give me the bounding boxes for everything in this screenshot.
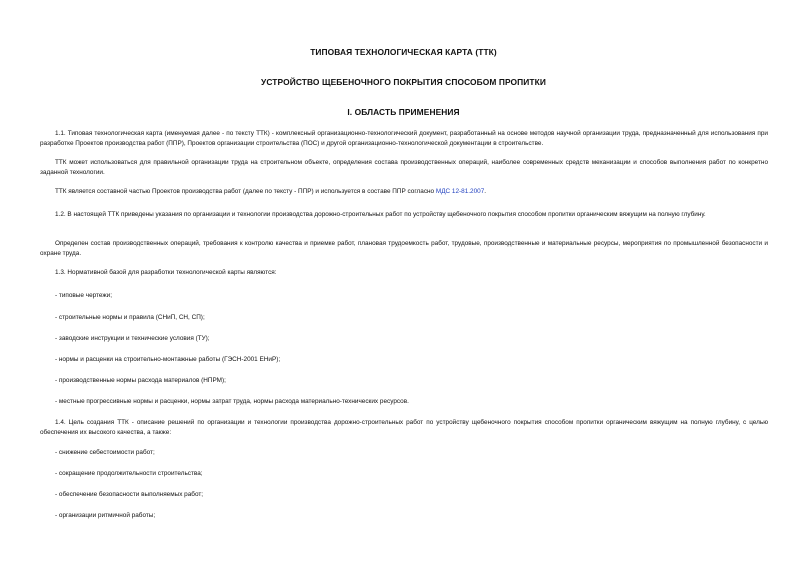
paragraph-1-1: 1.1. Типовая технологическая карта (именуемая далее - по тексту ТТК) - комплексный организационно-технологический документ, разработанный на основе методов научной организации труда, предназначенный для использования при разработке Проектов производства работ (ППР), Проектов организации строительства (ПОС) и другой организационно-технологической документации в строительстве.: [40, 130, 768, 147]
list-item: - заводские инструкции и технические условия (ТУ);: [55, 335, 210, 342]
list-item: - снижение себестоимости работ;: [55, 449, 155, 456]
document-subtitle: УСТРОЙСТВО ЩЕБЕНОЧНОГО ПОКРЫТИЯ СПОСОБОМ ПРОПИТКИ: [261, 77, 546, 87]
list-item: - типовые чертежи;: [55, 292, 112, 299]
paragraph-1-3: 1.3. Нормативной базой для разработки технологической карты являются:: [55, 269, 277, 276]
list-item: - сокращение продолжительности строительства;: [55, 470, 203, 477]
mds-link[interactable]: МДС 12-81.2007: [435, 188, 485, 195]
list-item: - организации ритмичной работы;: [55, 512, 156, 519]
paragraph-ttk-usage: ТТК может использоваться для правильной организации труда на строительном объекте, определения состава производственных операций, наиболее современных средств механизации и способов выполнения работ по конкретно заданной технологии.: [40, 159, 768, 176]
section-heading: I. ОБЛАСТЬ ПРИМЕНЕНИЯ: [347, 107, 460, 117]
list-item: - местные прогрессивные нормы и расценки, нормы затрат труда, нормы расхода материально-технических ресурсов.: [55, 398, 409, 405]
paragraph-ttk-part: [40, 187, 768, 197]
document-title: ТИПОВАЯ ТЕХНОЛОГИЧЕСКАЯ КАРТА (ТТК): [310, 47, 497, 57]
paragraph-1-2: 1.2. В настоящей ТТК приведены указания по организации и технологии производства дорожно-строительных работ по устройству щебеночного покрытия способом пропитки органическим вяжущим на полную глубину.: [55, 211, 706, 218]
paragraph-1-4: 1.4. Цель создания ТТК - описание решений по организации и технологии производства дорожно-строительных работ по устройству щебеночного покрытия способом пропитки органическим вяжущим на полную глубину, с целью обеспечения их высокого качества, а также:: [40, 419, 768, 436]
paragraph-composition: Определен состав производственных операций, требования к контролю качества и приемке работ, плановая трудоемкость работ, трудовые, производственные и материальные ресурсы, мероприятия по промышленной безопасности и охране труда.: [40, 240, 768, 257]
list-item: - нормы и расценки на строительно-монтажные работы (ГЭСН-2001 ЕНиР);: [55, 356, 281, 363]
list-item: - производственные нормы расхода материалов (НПРМ);: [55, 377, 226, 384]
paragraph-ttk-part-text: ТТК является составной частью Проектов производства работ (далее по тексту - ППР) и используется в составе ППР согласно: [55, 188, 436, 195]
list-item: - строительные нормы и правила (СНиП, СН, СП);: [55, 314, 205, 321]
paragraph-ttk-part-end: .: [484, 188, 487, 195]
list-item: - обеспечение безопасности выполняемых работ;: [55, 491, 204, 498]
